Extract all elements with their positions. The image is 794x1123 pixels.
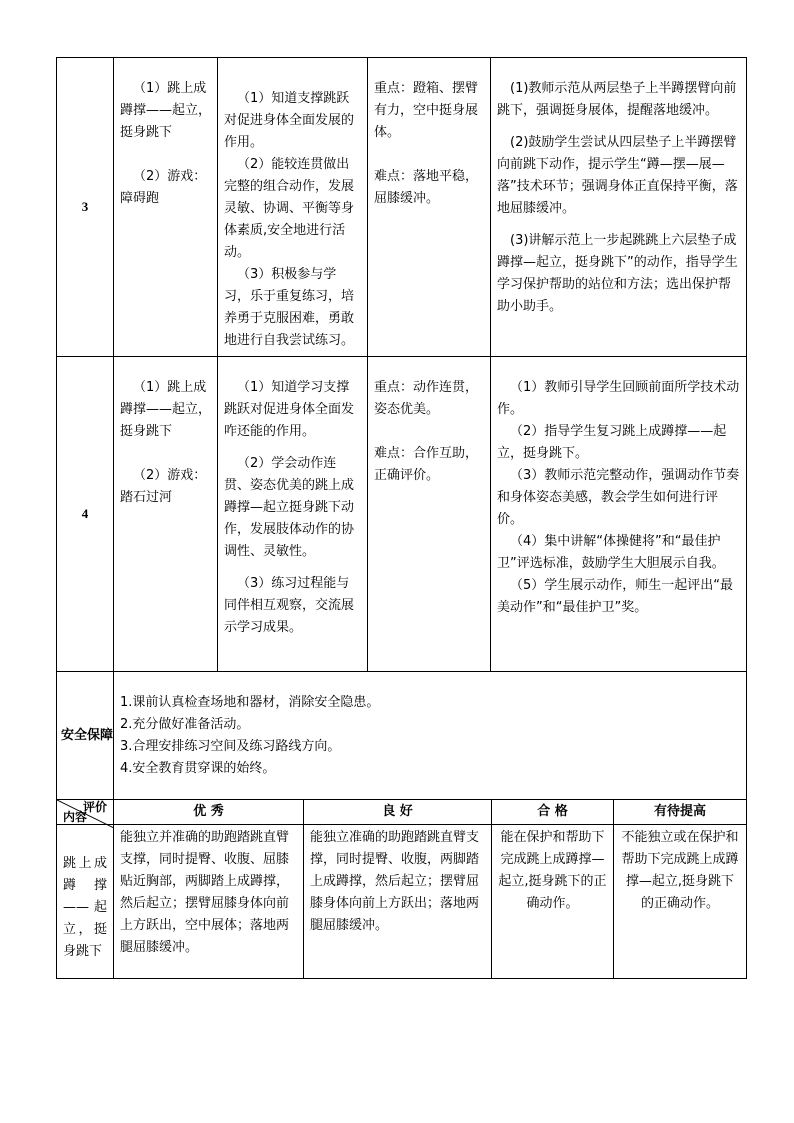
criteria-needs-improvement	[614, 825, 747, 979]
content-item: （2）游戏：踏石过河	[120, 468, 207, 505]
safety-item: 1.课前认真检查场地和器材，消除安全隐患。	[120, 695, 380, 710]
lesson-key-points-cell	[368, 58, 491, 357]
header-needs-improvement: 有待提高	[614, 800, 747, 825]
criteria-text: 能在保护和帮助下完成跳上成蹲撑—起立,挺身跳下的正确动作。	[498, 830, 607, 911]
key-point: 重点：动作连贯，姿态优美。	[374, 380, 479, 417]
lesson-row-4	[57, 357, 747, 672]
header-pass: 合 格	[492, 800, 614, 825]
criteria-text: 能独立准确的助跑踏跳直臂支撑，同时提臀、收腹，两脚踏上成蹲撑，然后起立；摆臂屈膝身体向前上方跃出；落地两腿屈膝缓冲。	[310, 830, 480, 933]
safety-label: 安全保障	[57, 672, 114, 800]
safety-item: 2.充分做好准备活动。	[120, 717, 250, 732]
step-item: （4）集中讲解“体操健将”和“最佳护卫”评选标准，鼓励学生大胆展示自我。	[497, 534, 725, 571]
criteria-text: 不能独立或在保护和帮助下完成跳上成蹲撑—起立,挺身跳下的正确动作。	[621, 830, 739, 911]
lesson-steps-cell	[491, 357, 747, 672]
lesson-row-3	[57, 58, 747, 357]
criteria-text: 能独立并准确的助跑踏跳直臂支撑，同时提臀、收腹、屈膝贴近胸部，两脚踏上成蹲撑，然后起立；摆臂屈膝身体向前上方跃出，空中展体；落地两腿屈膝缓冲。	[120, 830, 290, 955]
step-item: （2）指导学生复习跳上成蹲撑——起立，挺身跳下。	[497, 424, 727, 461]
safety-item: 3.合理安排练习空间及练习路线方向。	[120, 739, 341, 754]
safety-row	[57, 672, 747, 800]
step-item: (1)教师示范从两层垫子上半蹲摆臂向前跳下，强调挺身展体，提醒落地缓冲。	[497, 81, 737, 118]
difficulty: 难点：合作互助，正确评价。	[374, 446, 479, 483]
evaluation-item-label	[57, 825, 114, 979]
step-item: (2)鼓励学生尝试从四层垫子上半蹲摆臂向前跳下动作，提示学生“蹲—摆—展—落”技术环节；强调身体正直保持平衡，落地屈膝缓冲。	[497, 135, 738, 216]
corner-bottom-label: 内容	[63, 810, 88, 824]
safety-item: 4.安全教育贯穿课的始终。	[120, 761, 276, 776]
step-item: (3)讲解示范上一步起跳跳上六层垫子成蹲撑—起立，挺身跳下”的动作，指导学生学习保护帮助的站位和方法；选出保护帮助小助手。	[497, 233, 738, 314]
header-excellent: 优 秀	[114, 800, 304, 825]
goal-item: （2）能较连贯做出完整的组合动作，发展灵敏、协调、平衡等身体素质,安全地进行活动。	[224, 157, 355, 260]
lesson-plan-page	[56, 57, 746, 979]
step-item: （3）教师示范完整动作，强调动作节奏和身体姿态美感，教会学生如何进行评价。	[497, 468, 740, 527]
content-item: （2）游戏：障碍跑	[120, 169, 207, 206]
lesson-key-points-cell	[368, 357, 491, 672]
goal-item: （2）学会动作连贯、姿态优美的跳上成蹲撑—起立挺身跳下动作，发展肢体动作的协调性、灵敏性。	[224, 456, 355, 559]
step-item: （5）学生展示动作，师生一起评出“最美动作”和“最佳护卫”奖。	[497, 578, 734, 615]
safety-list	[114, 672, 747, 800]
goal-item: （3）练习过程能与同伴相互观察，交流展示学习成果。	[224, 576, 355, 635]
criteria-excellent	[114, 825, 304, 979]
corner-top-label: 评价	[82, 800, 107, 814]
evaluation-table	[56, 799, 747, 979]
lesson-index: 4	[57, 357, 114, 672]
header-good: 良 好	[304, 800, 492, 825]
lesson-index: 3	[57, 58, 114, 357]
step-item: （1）教师引导学生回顾前面所学技术动作。	[497, 380, 740, 417]
goal-item: （1）知道支撑跳跃对促进身体全面发展的作用。	[224, 91, 355, 150]
criteria-pass	[492, 825, 614, 979]
content-item: （1）跳上成蹲撑——起立，挺身跳下	[120, 81, 212, 140]
lesson-goals-cell	[218, 357, 368, 672]
content-item: （1）跳上成蹲撑——起立，挺身跳下	[120, 380, 212, 439]
key-point: 重点：蹬箱、摆臂有力，空中挺身展体。	[374, 81, 479, 140]
lesson-content-cell	[114, 58, 218, 357]
lesson-goals-cell	[218, 58, 368, 357]
evaluation-item-text: 跳上成蹲 撑——起立，挺身跳下	[63, 856, 107, 959]
criteria-good	[304, 825, 492, 979]
lesson-steps-cell	[491, 58, 747, 357]
lesson-plan-table	[56, 57, 747, 800]
evaluation-corner	[57, 800, 114, 825]
goal-item: （3）积极参与学习，乐于重复练习，培养勇于克服困难，勇敢地进行自我尝试练习。	[224, 267, 355, 348]
lesson-content-cell	[114, 357, 218, 672]
goal-item: （1）知道学习支撑跳跃对促进身体全面发咋还能的作用。	[224, 380, 355, 439]
evaluation-header-row	[57, 800, 747, 825]
evaluation-row	[57, 825, 747, 979]
difficulty: 难点：落地平稳，屈膝缓冲。	[374, 169, 479, 206]
